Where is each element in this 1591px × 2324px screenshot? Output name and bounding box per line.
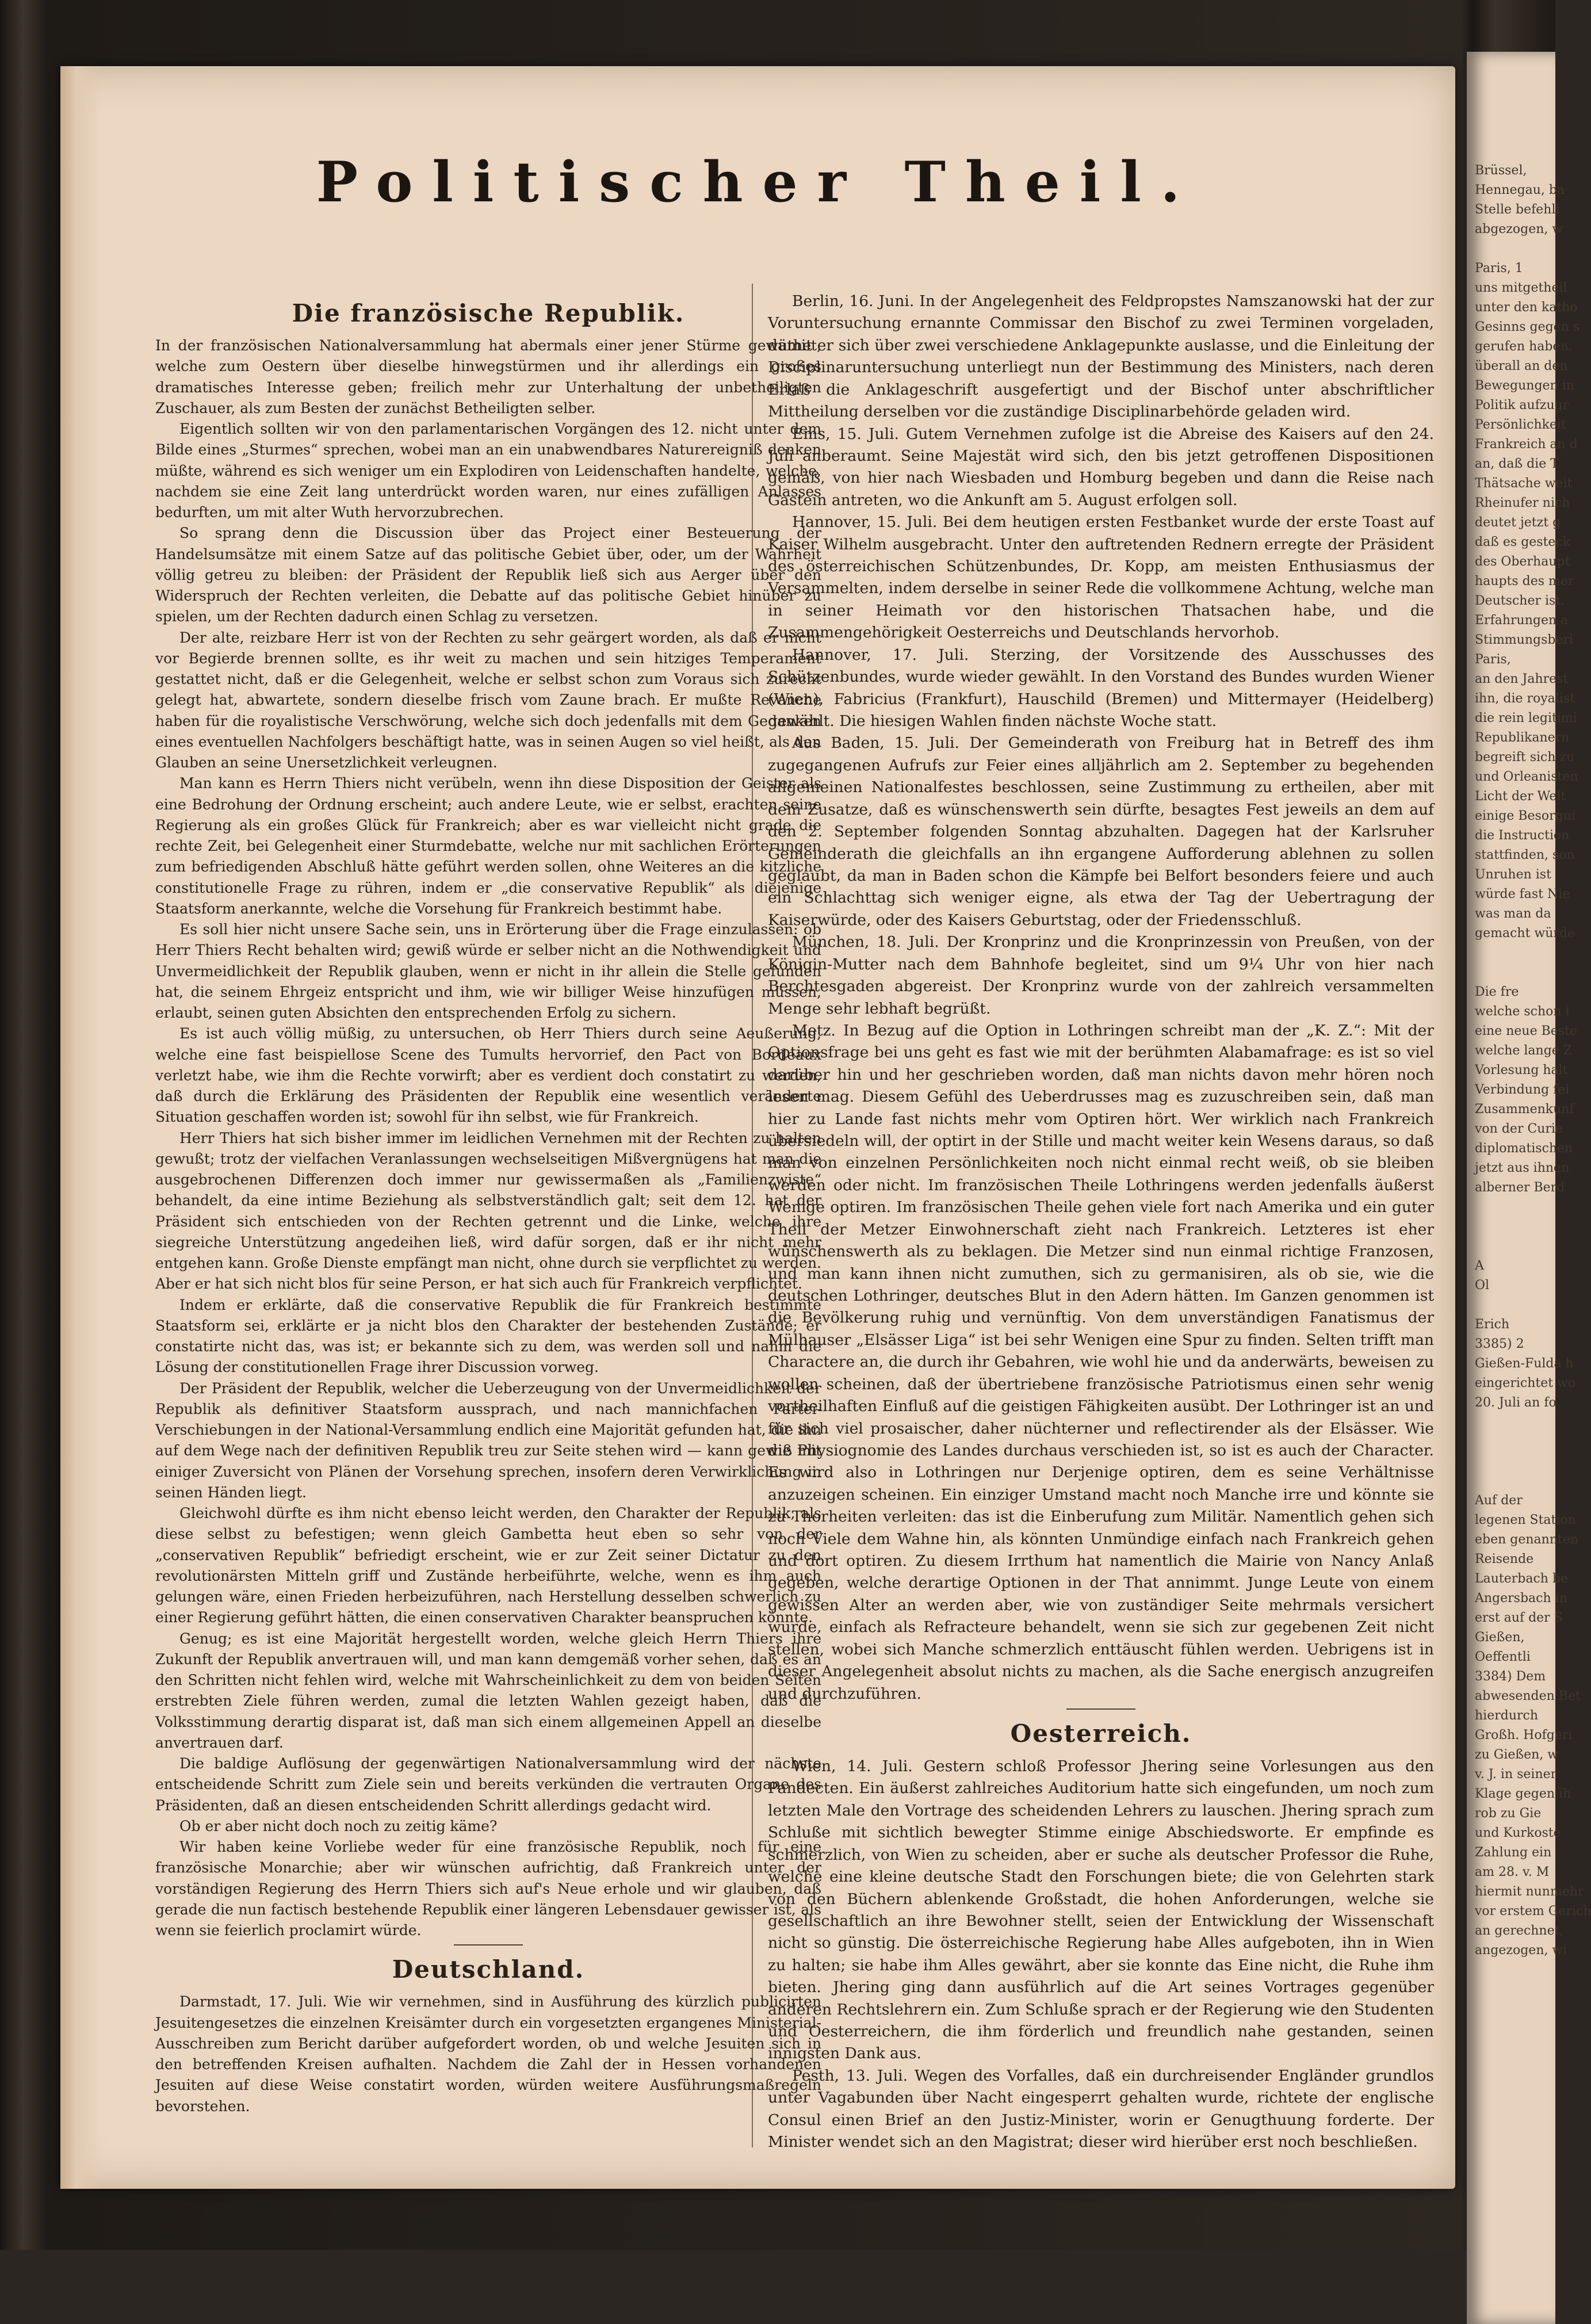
article-paragraph: Indem er erklärte, daß die conservative Republik die für Frankreich bestimmte Staatsform sei, erklärte er ja nicht blos den Charakter der bestehenden Zustände; er constatirte nicht das, was ist; er bekannte sich zu dem, was werden soll und nahm die Lösung der constitutionellen Frage ihrer Discussion vorweg. bbox=[155, 1296, 821, 1376]
adjacent-page-line bbox=[1467, 1237, 1555, 1256]
adjacent-page-line: Auf der bbox=[1475, 1493, 1523, 1508]
adjacent-page-line bbox=[1467, 943, 1555, 963]
adjacent-page-edge bbox=[1467, 52, 1591, 2324]
adjacent-page-line: Unruhen ist bbox=[1475, 867, 1551, 882]
adjacent-page-line: welche schon i bbox=[1475, 1004, 1570, 1019]
article-paragraph: Pesth, 13. Juli. Wegen des Vorfalles, daß ein durchreisender Engländer grundlos unter Vagabunden über Nacht eingesperrt gehalten wurde, richtete der englische Consul einen Brief an den Justiz-Minister, worin er Genugthuung forderte. Der Minister wendet sich an den Magistrat; dieser wird hierüber erst noch beschließen. bbox=[768, 2066, 1434, 2151]
adjacent-page-line: unter den katho bbox=[1475, 300, 1578, 315]
adjacent-page-line: rob zu Gie bbox=[1475, 1806, 1542, 1821]
article-paragraph: Ems, 15. Juli. Gutem Vernehmen zufolge ist die Abreise des Kaisers auf den 24. Juli anberaumt. Seine Majestät wird sich, den bis jetzt getroffenen Dispositionen gemäß, von hier nach Wiesbaden und Homburg begeben und dann die Reise nach Gastein antreten, wo die Ankunft am 5. August erfolgen soll. bbox=[768, 425, 1434, 509]
adjacent-page-line: überall an den bbox=[1475, 359, 1568, 373]
adjacent-page-line: Großh. Hofgeri bbox=[1475, 1728, 1573, 1742]
adjacent-page-line: am 28. v. M bbox=[1475, 1865, 1550, 1879]
adjacent-page-line: jetzt aus ihnen bbox=[1475, 1161, 1570, 1175]
adjacent-page-line: Bewegungen in bbox=[1475, 379, 1574, 393]
adjacent-page-line: Licht der Welt bbox=[1475, 789, 1566, 804]
adjacent-page-line: Gesinns gegen s bbox=[1475, 320, 1580, 334]
adjacent-page-line: Die fre bbox=[1475, 985, 1519, 999]
article-paragraph: Darmstadt, 17. Juli. Wie wir vernehmen, sind in Ausführung des kürzlich publicirten Jesuitengesetzes die einzelnen Kreisämter durch ein vorgesetzten ergangenes Ministerial-Ausschreiben zum Bericht darüber aufgefordert worden, ob und welche Jesuiten sich in den betreffenden Kreisen aufhalten. Nachdem die Zahl der in Hessen vorhandenen Jesuiten auf diese Weise constatirt worden, würden weitere Ausführungsmaßregeln bevorstehen. bbox=[155, 1993, 821, 2115]
adjacent-page-line: Oeffentli bbox=[1475, 1650, 1531, 1664]
adjacent-page-line: deutet jetzt g bbox=[1475, 515, 1561, 530]
adjacent-page-line: von der Curie bbox=[1475, 1122, 1563, 1136]
article-paragraph: Ob er aber nicht doch noch zu zeitig käme? bbox=[179, 1817, 498, 1834]
adjacent-page-line bbox=[1467, 1295, 1555, 1315]
article-paragraph: Die baldige Auflösung der gegenwärtigen Nationalversammlung wird der nächste entscheidende Schritt zum Ziele sein und bereits verkünden die vertrauten Organe des Präsidenten, daß an diesen entscheidenden Schritt allerdings gedacht wird. bbox=[155, 1755, 821, 1814]
adjacent-page-line bbox=[1467, 239, 1555, 259]
adjacent-page-line: abgezogen, w bbox=[1475, 222, 1563, 236]
adjacent-page-line: Reisende bbox=[1475, 1552, 1534, 1566]
adjacent-page-line: und Orleanisten bbox=[1475, 770, 1578, 784]
adjacent-page-line: Erfahrungen a bbox=[1475, 613, 1569, 628]
adjacent-page-line: die Instruction bbox=[1475, 828, 1570, 843]
adjacent-page-line: haupts des mer bbox=[1475, 574, 1574, 588]
adjacent-page-line: gemacht würde bbox=[1475, 926, 1575, 941]
adjacent-page-line: ihn, die royalist bbox=[1475, 691, 1575, 706]
article-paragraph: In der französischen Nationalversammlung hat abermals einer jener Stürme gewüthet, welche zum Oestern über dieselbe hinwegstürmen und ihr allerdings ein großes dramatisches Interesse geben; freilich mehr zur Unterhaltung der unbetheiligten Zuschauer, als zum Besten der zunächst Betheiligten selber. bbox=[155, 337, 821, 416]
adjacent-page-line: einige Besorgni bbox=[1475, 809, 1575, 823]
adjacent-page-line: Republikanern bbox=[1475, 731, 1570, 745]
article-paragraph: So sprang denn die Discussion über das Project einer Besteuerung der Handelsumsätze mit einem Satze auf das politische Gebiet über, oder, um der Wahrheit völlig getreu zu bleiben: der Präsident der Republik ließ sich aus Aerger über den Widerspruch der Rechten verleiten, die Debatte auf das politische Gebiet hinüber zu spielen, um der Rechten dadurch einen Schlag zu versetzen. bbox=[155, 525, 821, 625]
adjacent-page-line: Verbindung fei bbox=[1475, 1083, 1570, 1097]
adjacent-page-line: 3385) 2 bbox=[1475, 1337, 1524, 1351]
adjacent-page-line: an gerechnet, bbox=[1475, 1924, 1564, 1938]
column-right bbox=[768, 290, 1434, 2154]
adjacent-page-line bbox=[1467, 1413, 1555, 1432]
article-paragraph: Hannover, 15. Juli. Bei dem heutigen ersten Festbanket wurde der erste Toast auf Kaiser Wilhelm ausgebracht. Unter den auftretenden Rednern erregte der Präsident des österreichischen Schützenbundes, Dr. Kopp, am meisten Enthusiasmus der Versammelten, indem derselbe in seiner Rede die vollkommene Achtung, welche man in seiner Heimath vor den historischen Thatsachen habe, und die Zusammengehörigkeit Oesterreichs und Deutschlands hervorhob. bbox=[768, 513, 1434, 642]
adjacent-page-line: eingerichtet wo bbox=[1475, 1376, 1576, 1390]
adjacent-page-line: stattfinden, son bbox=[1475, 848, 1575, 862]
adjacent-page-line: Zahlung ein bbox=[1475, 1845, 1552, 1860]
article-paragraph: Wien, 14. Juli. Gestern schloß Professor Jhering seine Vorlesungen aus den Pandecten. Ein äußerst zahlreiches Auditorium hatte sich eingefunden, um noch zum letzten Male den Vortrage des scheidenden Lehrers zu lauschen. Jhering sprach zum Schluße mit sichtlich bewegter Stimme einige Abschiedsworte. Er empfinde es schmerzlich, von Wien zu scheiden, aber er suche als deutscher Professor die Ruhe, welche eine kleine deutsche Stadt den Forschungen biete; die von Gelehrten stark von den Büchern ablenkende Großstadt, die hohen Anforderungen, welche sie gesellschaftlich an ihre Bewohner stellt, seien der Entwicklung der Wissenschaft nicht so günstig. Die österreichische Regierung habe Alles aufgeboten, ihn in Wien zu halten; sie habe ihm Alles gewährt, aber sie konnte das Eine nicht, die Ruhe ihm bieten. Jhering ging dann ausführlich auf die Art seines Vortrages gegenüber anderen Rechtslehrern ein. Zum Schluße sprach er der Regierung wie den Studenten und Oesterreichern, die ihm förderlich und freundlich nahe gestanden, seinen innigsten Dank aus. bbox=[768, 1757, 1434, 2063]
adjacent-page-line: 3384) Dem bbox=[1475, 1669, 1546, 1684]
article-paragraph: Der alte, reizbare Herr ist von der Rechten zu sehr geärgert worden, als daß er nicht vor Begierde brennen sollte, es ihr weit zu machen und sein hitziges Temperament gestattet nicht, daß er die Gelegenheit, welche er selbst schon zum Voraus sich zurecht gelegt hat, abwartete, sondern dieselbe frisch vom Zaune brach. Er mußte Revanche haben für die royalistische Verschwörung, welche sich doch jedenfalls mit dem Gedanken eines eventuellen Nachfolgers beschäftigt hatte, was in seinen Augen so viel heißt, als den Glauben an seine Unersetzlichkeit verleugnen. bbox=[155, 629, 821, 771]
page-spine-shadow bbox=[60, 66, 101, 2189]
adjacent-page-line: Erich bbox=[1475, 1317, 1510, 1332]
article-paragraph: Hannover, 17. Juli. Sterzing, der Vorsitzende des Ausschusses des Schützenbundes, wurde wieder gewählt. In den Vorstand des Bundes wurden Wiener (Wien), Fabricius (Frankfurt), Hauschild (Bremen) und Mittermayer (Heidelberg) gewählt. Die hiesigen Wahlen finden nächste Woche statt. bbox=[768, 645, 1434, 731]
section-rule bbox=[1066, 1708, 1135, 1710]
adjacent-page-line: des Oberhaupt bbox=[1475, 555, 1570, 569]
section-rule bbox=[454, 1944, 523, 1945]
adjacent-page-line: würde fast Nie bbox=[1475, 887, 1570, 901]
adjacent-page-line: Paris, bbox=[1475, 652, 1511, 667]
adjacent-page-line: eben genannten bbox=[1475, 1532, 1579, 1547]
adjacent-page-line bbox=[1467, 1217, 1555, 1237]
article-paragraph: Herr Thiers hat sich bisher immer im leidlichen Vernehmen mit der Rechten zu halten gewußt; trotz der vielfachen Veranlassungen wechselseitigen Mißvergnügens hat man die ausgebrochenen Differenzen doch immer nur gewissermaßen als „Familienzwiste“ behandelt, da eine intime Beziehung als selbstverständlich galt; seit dem 12. hat der Präsident sich entschieden von der Rechten getrennt und die Linke, welche ihre siegreiche Unterstützung angedeihen ließ, wird dafür sorgen, daß er ihr nicht mehr entgehen kann. Große Dienste empfängt man nicht, ohne durch sie verpflichtet zu werden. Aber er hat sich nicht blos für seine Person, er hat sich auch für Frankreich verpflichtet. bbox=[155, 1129, 821, 1293]
adjacent-page-line: diplomatischen bbox=[1475, 1141, 1573, 1156]
adjacent-page-line: Ol bbox=[1475, 1278, 1490, 1293]
article-paragraph: Gleichwohl dürfte es ihm nicht ebenso leicht werden, den Charakter der Republik, als diese selbst zu befestigen; wenn gleich Gambetta heut eben so sehr von der „conservativen Republik“ befriedigt erscheint, wie er zur Zeit seiner Dictatur zu den revolutionärsten Mitteln griff und Zustände herbeiführte, welche, wenn es ihm auch gelungen wäre, einen Frieden herbeizuführen, nach Herstellung desselben schwerlich zu einer Regierung geführt hätten, die einen conservativen Charakter beanspruchen könnte. bbox=[155, 1505, 821, 1626]
adjacent-page-line: Thätsache weit bbox=[1475, 476, 1573, 491]
article-paragraph: München, 18. Juli. Der Kronprinz und die Kronprinzessin von Preußen, von der Königin-Mutter nach dem Bahnhofe begleitet, sind um 9¼ Uhr von hier nach Berchtesgaden abgereist. Der Kronprinz wurde von der zahlreich versammelten Menge sehr lebhaft begrüßt. bbox=[768, 933, 1434, 1018]
adjacent-page-line bbox=[1467, 1198, 1555, 1217]
column-left bbox=[155, 290, 821, 2117]
adjacent-page-line: und Kurkoste bbox=[1475, 1826, 1561, 1840]
section-heading-deutschland: Deutschland. bbox=[392, 1955, 585, 1984]
adjacent-page-line: Angersbach in bbox=[1475, 1591, 1567, 1606]
adjacent-page-line: Zusammenkunf bbox=[1475, 1102, 1574, 1117]
adjacent-page-line: Gießen-Fulda h bbox=[1475, 1356, 1574, 1371]
adjacent-page-line: eine neue Beste bbox=[1475, 1024, 1577, 1038]
adjacent-page-line: erst auf der S bbox=[1475, 1611, 1563, 1625]
adjacent-page-line: welche lange Z bbox=[1475, 1043, 1573, 1058]
newspaper-page bbox=[60, 66, 1455, 2189]
adjacent-page-line: Frankreich an d bbox=[1475, 437, 1578, 452]
adjacent-page-line: Stimmungsberi bbox=[1475, 633, 1574, 647]
section-heading-oesterreich: Oesterreich. bbox=[1010, 1719, 1192, 1748]
adjacent-page-line: legenen Station bbox=[1475, 1513, 1576, 1527]
adjacent-page-line: v. J. in seiner bbox=[1475, 1767, 1557, 1782]
article-paragraph: Genug; es ist eine Majorität hergestellt worden, welche gleich Herrn Thiers ihre Zukunft der Republik anvertrauen will, und man kann demgemäß vorher sehen, daß es an den Schritten nicht fehlen wird, welche mit Wahrscheinlichkeit zu dem von beiden Seiten erstrebten Ziele führen werden, zumal die letzten Wahlen gezeigt haben, daß die Volksstimmung derartig disparat ist, daß man sich einem allgemeinen Appell an dieselbe anvertrauen darf. bbox=[155, 1630, 821, 1751]
adjacent-page-line: die rein legitimi bbox=[1475, 711, 1577, 725]
article-paragraph: Aus Baden, 15. Juli. Der Gemeinderath von Freiburg hat in Betreff des ihm zugegangenen Aufrufs zur Feier eines alljährlich am 2. September zu begehenden allgemeinen Nationalfestes beschlossen, seine Zustimmung zu ertheilen, aber mit dem Zusatze, daß es wünschenswerth sein dürfte, besagtes Fest jeweils an dem auf den 2. September folgenden Sonntag abzuhalten. Dagegen hat der Karlsruher Gemeinderath die gleichfalls an ihn ergangene Aufforderung ablehnen zu sollen geglaubt, da man in Baden schon die Kämpfe bei Belfort besonders feiere und auch ein Schlachttag sich weniger eigne, als etwa der Tag der Uebertragung der Kaiserwürde, oder des Kaisers Geburtstag, oder der Friedensschluß. bbox=[768, 734, 1434, 929]
adjacent-page-line: an den Jahrest bbox=[1475, 672, 1569, 686]
article-paragraph: Berlin, 16. Juni. In der Angelegenheit des Feldpropstes Namszanowski hat der zur Voruntersuchung ernannte Commissar den Bischof zu zwei Terminen vorgeladen, damit er sich über zwei verschiedene Anklagepunkte auslasse, und die Einleitung der Disciplinaruntersuchung unterliegt nun der Bestimmung des Ministers, nach deren Erlaß die Anklageschrift ausgefertigt und der Bischof unter abschriftlicher Mittheilung derselben vor die zuständige Disciplinarbehörde geladen wird. bbox=[768, 292, 1434, 421]
adjacent-page-line: Stelle befehli bbox=[1475, 202, 1560, 217]
adjacent-page-line: alberner Berd bbox=[1475, 1180, 1565, 1195]
adjacent-page-line: an, daß die T bbox=[1475, 457, 1559, 471]
adjacent-page-line: was man da bbox=[1475, 907, 1551, 921]
adjacent-page-line: Brüssel, bbox=[1475, 163, 1527, 178]
adjacent-page-line bbox=[1467, 1452, 1555, 1471]
adjacent-page-line: Klage gegen ih bbox=[1475, 1787, 1571, 1801]
adjacent-page-line: angezogen, wi bbox=[1475, 1943, 1567, 1958]
article-paragraph: Man kann es Herrn Thiers nicht verübeln, wenn ihn diese Disposition der Geister als eine Bedrohung der Ordnung erscheint; auch andere Leute, wie er selbst, erachten seine Regierung als ein großes Glück für Frankreich; aber es war vielleicht nicht grade die rechte Zeit, bei Gelegenheit einer Sturmdebatte, welche nur mit sachlichen Erörterungen zum befriedigenden Abschluß hätte geführt werden sollen, ohne Weiteres an die kitzliche constitutionelle Frage zu rühren, indem er „die conservative Republik“ als diejenige Staatsform anerkannte, welche die Vorsehung für Frankreich bestimmt habe. bbox=[155, 775, 821, 917]
adjacent-page-line: Persönlichkeit bbox=[1475, 418, 1566, 432]
adjacent-page-line bbox=[1467, 1432, 1555, 1452]
adjacent-page-line: 20. Juli an fo bbox=[1475, 1396, 1556, 1410]
adjacent-page-line: Rheinufer nich bbox=[1475, 496, 1570, 510]
article-paragraph: Es ist auch völlig müßig, zu untersuchen, ob Herr Thiers durch seine Aeußerung, welche eine fast beispiellose Scene des Tumults hervorrief, den Pact von Bordeaux verletzt habe, wie ihm die Rechte vorwirft; aber es verdient doch constatirt zu werden, daß durch die Erklärung des Präsidenten der Republik eine wesentlich veränderte Situation geschaffen worden ist; sowohl für ihn selbst, wie für Frankreich. bbox=[155, 1025, 821, 1126]
adjacent-page-line bbox=[1467, 963, 1555, 983]
adjacent-page-line: Hennegau, ba bbox=[1475, 183, 1565, 197]
adjacent-page-line: Politik aufzugr bbox=[1475, 398, 1569, 412]
adjacent-page-line: A bbox=[1475, 1259, 1484, 1273]
adjacent-page-line: zu Gießen, w bbox=[1475, 1748, 1559, 1762]
article-paragraph: Metz. In Bezug auf die Option in Lothringen schreibt man der „K. Z.“: Mit der Optionsfrage bei uns geht es fast wie mit der berühmten Alabamafrage: es ist so viel darüber hin und her geschrieben worden, daß man nichts davon mehr hören noch lesen mag. Diesem Gefühl des Ueberdrusses mag es zuzuschreiben sein, daß man hier zu Lande fast nichts mehr vom Optiren hört. Wer wirklich nach Frankreich übersiedeln will, der optirt in der Stille und macht weiter kein Wesens daraus, so daß man von einzelnen Persönlichkeiten noch nicht einmal recht weiß, ob sie bleiben werden oder nicht. Im französischen Theile Lothringens werden jedenfalls äußerst Wenige optiren. Im französischen Theile gehen viele fort nach Amerika und ein guter Theil der Metzer Einwohnerschaft zieht nach Frankreich. Letzteres ist eher wünschenswerth als zu beklagen. Die Metzer sind nun einmal richtige Franzosen, und man kann ihnen nicht zumuthen, sich zu germanisiren, als ob sie, wie die deutschen Lothringer, deutsches Blut in den Adern hätten. Im Ganzen genommen ist die Bevölkerung ruhig und vernünftig. Von dem unverständigen Fanatismus der Mülhauser „Elsässer Liga“ ist bei sehr Wenigen eine Spur zu finden. Selten trifft man Charactere an, die durch ihr Gebahren, wie wohl hie und da anderwärts, beweisen zu wollen scheinen, daß der übertriebene französische Patriotismus einen sehr wenig vortheilhaften Einfluß auf die geistigen Fähigkeiten ausübt. Der Lothringer ist an und für sich viel prosaischer, daher nüchterner und reflectirender als der Elsässer. Wie die Physiognomie des Landes durchaus verschieden ist, so ist es auch der Character. Es wird also in Lothringen nur Derjenige optiren, dem es seine Verhältnisse anzuzeigen scheinen. Ein einziger Umstand macht noch Manche irre und könnte sie zu Thorheiten verleiten: das ist die Einberufung zum Militär. Namentlich gehen sich noch Viele dem Wahne hin, als könnten Unmündige einfach nach Frankreich gehen und dort optiren. Zu diesem Irrthum hat namentlich die Mairie von Nancy Anlaß gegeben, welche derartige Optionen in der That annimmt. Junge Leute von einem gewissen Alter an werden aber, wie von zuständiger Seite mehrmals versichert wurde, einfach als Refracteure behandelt, wenn sie sich zur gegebenen Zeit nicht stellen, wobei sich Manche schmerzlich enttäuscht fühlen werden. Uebrigens ist in dieser Angelegenheit absolut nichts zu machen, als die Sache energisch anzugreifen und durchzuführen. bbox=[768, 1021, 1434, 1703]
adjacent-page-line: vor erstem Gerich bbox=[1475, 1904, 1591, 1918]
adjacent-page-line: hierdurch bbox=[1475, 1708, 1538, 1723]
page-title: Politischer Theil. bbox=[316, 150, 1200, 215]
section-heading-frankreich: Die französische Republik. bbox=[292, 299, 685, 327]
adjacent-page-line: begreift sich zu bbox=[1475, 750, 1575, 765]
adjacent-page-line: Gießen, bbox=[1475, 1630, 1525, 1645]
adjacent-page-line: Paris, 1 bbox=[1475, 261, 1523, 276]
adjacent-page-line: gerufen haben. bbox=[1475, 339, 1573, 354]
article-paragraph: Der Präsident der Republik, welcher die Ueberzeugung von der Unvermeidlichkeit der Republik als definitiver Staatsform aussprach, und nach mannichfachen Partei-Verschiebungen in der National-Versammlung endlich eine Majorität gefunden hat, die ihn auf dem Wege nach der definitiven Republik treu zur Seite stehen wird — kann gewiß mit einiger Zuversicht von Plänen der Vorsehung sprechen, insofern deren Verwirklichung in seinen Händen liegt. bbox=[155, 1379, 821, 1501]
article-paragraph: Eigentlich sollten wir von den parlamentarischen Vorgängen des 12. nicht unter dem Bilde eines „Sturmes“ sprechen, wobei man an ein unabwendbares Naturereigniß denken müßte, während es sich weniger um ein Explodiren von Leidenschaften handelte, welche, nachdem sie eine Zeit lang unterdrückt worden waren, nur eines zufälligen Anlasses bedurften, um mit alter Wuth hervorzubrechen. bbox=[155, 421, 821, 521]
adjacent-page-line: uns mitgetheil bbox=[1475, 281, 1567, 295]
article-paragraph: Es soll hier nicht unsere Sache sein, uns in Erörterung über die Frage einzulassen: ob Herr Thiers Recht behalten wird; gewiß würde er selber nicht an die Nothwendigkeit und Unvermeidlichkeit der Republik glauben, wenn er nicht in ihr allein die Stelle gefunden hat, die seinem Ehrgeiz entspricht und ihm, wie wir billiger Weise hinzufügen müssen, erlaubt, seinen guten Absichten den entsprechenden Erfolg zu sichern. bbox=[155, 921, 821, 1021]
adjacent-page-line: Vorlesung halt bbox=[1475, 1063, 1568, 1077]
article-paragraph: Wir haben keine Vorliebe weder für eine französische Republik, noch für eine französische Monarchie; aber wir wünschen aufrichtig, daß Frankreich unter der vorständigen Regierung des Herrn Thiers sich auf's Neue erhole und wir glauben, daß gerade die nun factisch bestehende Republik einer längeren Lebensdauer gewisser ist, als wenn sie feierlich proclamirt würde. bbox=[155, 1838, 821, 1939]
adjacent-page-line: Deutscher ist. bbox=[1475, 594, 1565, 608]
adjacent-page-line: abwesenden Bet bbox=[1475, 1689, 1581, 1703]
adjacent-page-line: Lauterbach be bbox=[1475, 1572, 1569, 1586]
adjacent-page-line: daß es gesteck bbox=[1475, 535, 1571, 549]
adjacent-page-line bbox=[1467, 1471, 1555, 1491]
adjacent-page-line: hiermit nunmehr bbox=[1475, 1885, 1584, 1899]
